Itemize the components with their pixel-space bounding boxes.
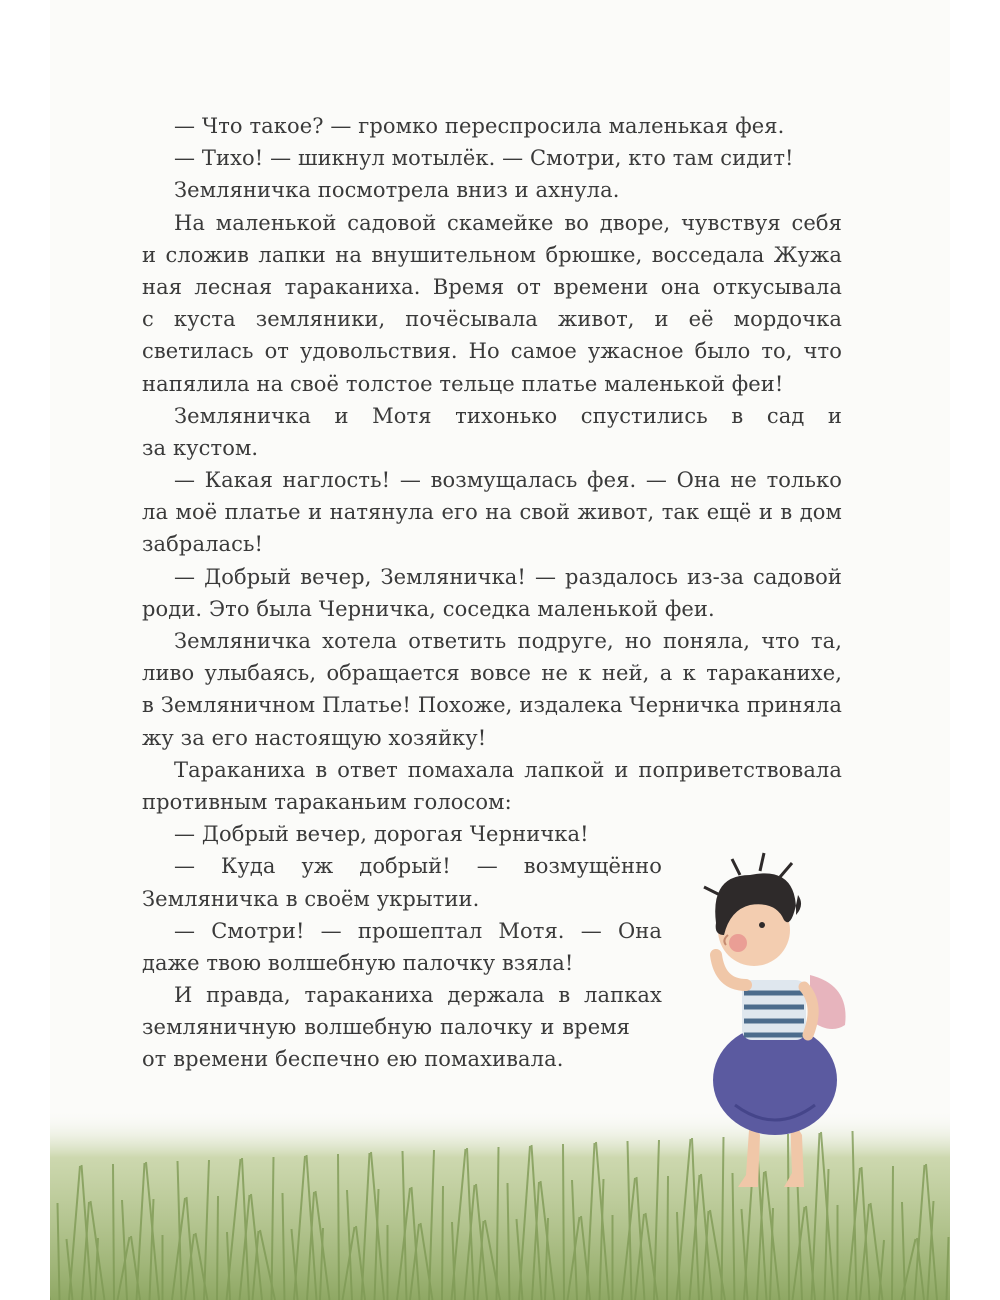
text-line: ливо улыбаясь, обращается вовсе не к ней, а к тараканихе, bbox=[142, 661, 842, 686]
text-line: напялила на своё толстое тельце платье маленькой феи! bbox=[142, 371, 784, 396]
text-line: — Добрый вечер, Земляничка! — раздалось из-за садовой bbox=[174, 564, 842, 589]
text-line: ная лесная тараканиха. Время от времени она откусывала bbox=[142, 274, 842, 299]
text-line: И правда, тараканиха держала в лапках bbox=[174, 983, 662, 1008]
text-line: ла моё платье и натянула его на свой живот, так ещё и в дом bbox=[142, 500, 842, 525]
text-line: роди. Это была Черничка, соседка маленькой феи. bbox=[142, 596, 715, 621]
text-line: с куста земляники, почёсывала живот, и её мордочка bbox=[142, 307, 842, 332]
text-line: в Земляничном Платье! Похоже, издалека Черничка приняла bbox=[142, 693, 842, 718]
text-line: и сложив лапки на внушительном брюшке, восседала Жужа bbox=[142, 242, 842, 267]
text-line: Земляничка хотела ответить подруге, но поняла, что та, bbox=[174, 629, 842, 653]
text-line: от времени беспечно ею помахивала. bbox=[142, 1047, 564, 1072]
text-line: жу за его настоящую хозяйку! bbox=[142, 725, 487, 750]
text-line: Земляничка и Мотя тихонько спустились в сад и bbox=[174, 403, 842, 428]
text-line: даже твою волшебную палочку взяла! bbox=[142, 950, 574, 975]
book-page bbox=[50, 0, 950, 1300]
text-line: — Что такое? — громко переспросила маленькая фея. bbox=[174, 114, 785, 138]
text-line: — Смотри! — прошептал Мотя. — Она bbox=[174, 918, 662, 943]
text-line: светилась от удовольствия. Но самое ужасное было то, что bbox=[142, 339, 842, 364]
text-line: земляничную волшебную палочку и время bbox=[142, 1015, 630, 1040]
text-line: забралась! bbox=[142, 532, 264, 557]
text-line: Земляничка посмотрела вниз и ахнула. bbox=[174, 178, 620, 203]
text-line: — Куда уж добрый! — возмущённо bbox=[174, 854, 662, 879]
text-line: — Какая наглость! — возмущалась фея. — Она не только bbox=[174, 468, 842, 493]
text-line: На маленькой садовой скамейке во дворе, чувствуя себя bbox=[174, 210, 842, 235]
text-line: противным тараканьим голосом: bbox=[142, 789, 512, 814]
text-line: — Тихо! — шикнул мотылёк. — Смотри, кто там сидит! bbox=[174, 146, 794, 171]
text-line: Тараканиха в ответ помахала лапкой и поприветствовала bbox=[174, 757, 842, 782]
text-line: — Добрый вечер, дорогая Черничка! bbox=[174, 822, 589, 847]
text-line: за кустом. bbox=[142, 435, 259, 460]
text-line: Земляничка в своём укрытии. bbox=[142, 886, 480, 911]
girl-illustration-icon bbox=[680, 835, 860, 1195]
